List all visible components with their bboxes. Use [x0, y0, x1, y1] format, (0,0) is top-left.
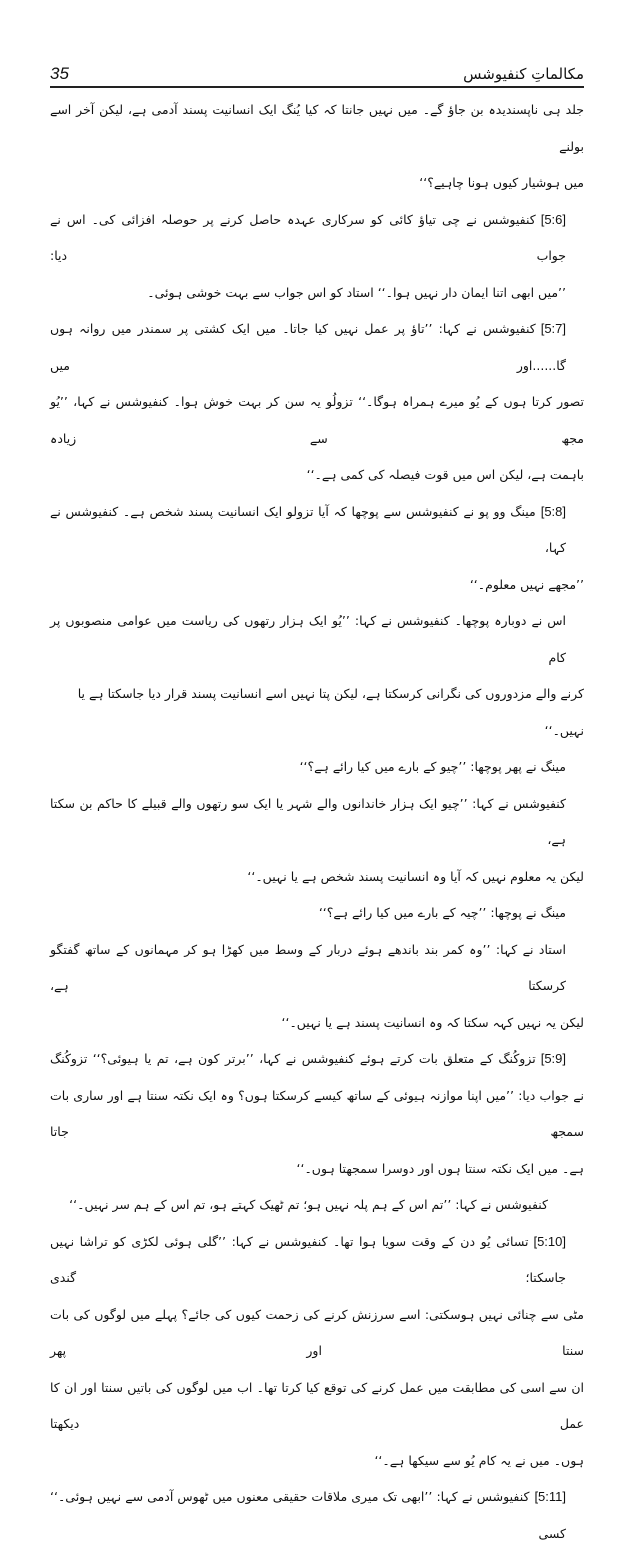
line-text: ان سے اسی کی مطابقت میں عمل کرنے کی توقع کیا کرتا تھا۔ اب میں لوگوں کی باتیں سنتا اور ان کا عمل دیکھتا: [50, 1379, 584, 1431]
running-header: [50, 58, 584, 88]
text-line: [50, 1041, 584, 1078]
line-text: استاد نے کہا: ’’وہ کمر بند باندھے ہوئے دربار کے وسط میں کھڑا ہو کر مہمانوں کے ساتھ گفتگو کرسکتا ہے،: [50, 941, 566, 993]
text-line: [50, 1443, 584, 1480]
line-text: کنفیوشس نے کہا: ’’تاؤ پر عمل نہیں کیا جاتا۔ میں ایک کشتی پر سمندر میں روانہ ہوں گا......اور میں: [50, 321, 566, 373]
line-text: لیکن یہ معلوم نہیں کہ آیا وہ انسانیت پسند شخص ہے یا نہیں۔‘‘: [247, 868, 584, 884]
line-text: کنفیوشس نے کہا: ’’تم اس کے ہم پلہ نہیں ہو؛ تم ٹھیک کہتے ہو، تم اس کے ہم سر نہیں۔‘‘: [69, 1197, 548, 1212]
line-text: ’’مجھے نہیں معلوم۔‘‘: [469, 576, 584, 592]
text-line: [50, 494, 584, 567]
line-text: تزوکُنگ کے متعلق بات کرتے ہوئے کنفیوشس نے کہا، ’’برتر کون ہے، تم یا ہیوئی؟‘‘ تزوکُنگ: [50, 1051, 536, 1066]
line-text: تصور کرتا ہوں کے یُو میرے ہمراہ ہوگا۔‘‘ تزولُو یہ سن کر بہت خوش ہوا۔ کنفیوشس نے کہا، ’’یُو مجھ سے زیادہ: [50, 394, 584, 446]
text-line: [50, 311, 584, 384]
line-text: مینگ نے پوچھا: ’’چیہ کے بارے میں کیا رائے ہے؟‘‘: [318, 905, 566, 920]
text-line: [50, 1297, 584, 1370]
text-line: [50, 275, 584, 312]
text-line: [50, 202, 584, 275]
text-line: [50, 567, 584, 604]
line-text: ہے۔ میں ایک نکتہ سنتا ہوں اور دوسرا سمجھتا ہوں۔‘‘: [296, 1160, 584, 1176]
line-text: مٹی سے چنائی نہیں ہوسکتی: اسے سرزنش کرنے کی زحمت کیوں کی جائے؟ پہلے میں لوگوں کی بات سنتا اور پھر: [50, 1306, 584, 1358]
line-text: ہوں۔ میں نے یہ کام یُو سے سیکھا ہے۔‘‘: [374, 1452, 584, 1468]
verse-reference: [5:10]: [533, 1233, 566, 1249]
text-line: [50, 1151, 584, 1188]
verse-reference: [5:11]: [534, 1489, 566, 1504]
text-line: [50, 603, 584, 676]
page-number: 35: [50, 64, 69, 83]
text-line: [50, 786, 584, 859]
text-line: [50, 457, 584, 494]
book-title: مکالماتِ کنفیوشس: [463, 65, 584, 83]
line-text: تسائی یُو دن کے وقت سویا ہوا تھا۔ کنفیوشس نے کہا: ’’گلی ہوئی لکڑی کو تراشا نہیں جاسکتا؛ گندی: [50, 1233, 566, 1285]
text-line: [50, 384, 584, 457]
line-text: باہمت ہے، لیکن اس میں قوت فیصلہ کی کمی ہے۔‘‘: [306, 467, 584, 482]
line-text: اس نے دوبارہ پوچھا۔ کنفیوشس نے کہا: ’’یُو ایک ہزار رتھوں کی ریاست میں عوامی منصوبوں پر کام: [50, 613, 566, 665]
text-line: [50, 1005, 584, 1042]
line-text: مینگ وو پو نے کنفیوشس سے پوچھا کہ آیا تزولو ایک انسانیت پسند شخص ہے۔ کنفیوشس نے کہا،: [50, 503, 566, 555]
text-line: [50, 165, 584, 202]
text-line: [50, 1370, 584, 1443]
verse-reference: [5:7]: [540, 321, 566, 336]
text-line: [50, 1078, 584, 1151]
verse-reference: [5:6]: [540, 211, 566, 227]
text-line: [50, 932, 584, 1005]
page-body: [50, 92, 584, 1552]
text-line: [50, 895, 584, 932]
line-text: کنفیوشس نے چی تیاؤ کائی کو سرکاری عہدہ حاصل کرنے پر حوصلہ افزائی کی۔ اس نے جواب دیا:: [50, 211, 566, 263]
line-text: نے جواب دیا: ’’میں اپنا موازنہ ہیوئی کے ساتھ کیسے کرسکتا ہوں؟ وہ ایک نکتہ سنتا ہے اور ساری بات سمجھ جاتا: [50, 1087, 584, 1139]
line-text: جلد ہی ناپسندیدہ بن جاؤ گے۔ میں نہیں جانتا کہ کیا یُنگ ایک انسانیت پسند آدمی ہے، لیکن آخر اسے بولنے: [50, 102, 584, 154]
line-text: لیکن یہ نہیں کہہ سکتا کہ وہ انسانیت پسند ہے یا نہیں۔‘‘: [281, 1014, 584, 1030]
text-line: [50, 676, 584, 749]
verse-reference: [5:8]: [540, 503, 566, 519]
line-text: کنفیوشس نے کہا: ’’چیو ایک ہزار خاندانوں والے شہر یا ایک سو رتھوں والے قبیلے کا حاکم بن سکتا ہے،: [50, 795, 566, 847]
text-line: [50, 749, 584, 786]
text-line: [50, 859, 584, 896]
line-text: مینگ نے پھر پوچھا: ’’چیو کے بارے میں کیا رائے ہے؟‘‘: [299, 759, 566, 774]
text-line: [50, 92, 584, 165]
line-text: میں ہوشیار کیوں ہونا چاہیے؟‘‘: [419, 175, 584, 190]
line-text: ’’میں ابھی اتنا ایمان دار نہیں ہوا۔‘‘ استاد کو اس جواب سے بہت خوشی ہوئی۔: [147, 284, 566, 300]
text-line: [50, 1479, 584, 1552]
text-line: [50, 1187, 584, 1224]
line-text: کرنے والے مزدوروں کی نگرانی کرسکتا ہے، لیکن پتا نہیں اسے انسانیت پسند قرار دیا جاسکتا ہے یا نہیں۔‘‘: [77, 686, 584, 738]
verse-reference: [5:9]: [540, 1051, 566, 1066]
line-text: کنفیوشس نے کہا: ’’ابھی تک میری ملاقات حقیقی معنوں میں ٹھوس آدمی سے نہیں ہوئی۔‘‘ کسی: [50, 1489, 566, 1541]
text-line: [50, 1224, 584, 1297]
